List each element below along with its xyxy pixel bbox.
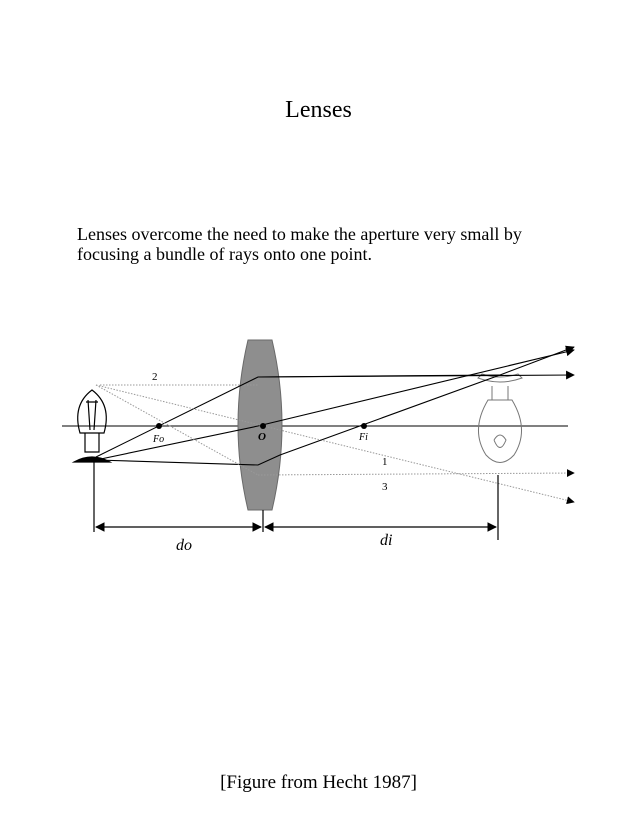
- image-distance-label: di: [380, 532, 393, 549]
- distance-markers: [94, 460, 498, 540]
- focal-point-image: [361, 423, 367, 429]
- ray-2-label: 2: [152, 371, 158, 383]
- lens-ray-diagram: [0, 330, 637, 570]
- focal-image-label: Fi: [359, 432, 368, 443]
- object-distance-label: do: [176, 537, 192, 554]
- ray-3-label: 3: [382, 481, 388, 493]
- figure-caption: [Figure from Hecht 1987]: [220, 772, 417, 793]
- page-title: Lenses: [285, 97, 352, 123]
- optical-center-label: O: [258, 431, 266, 443]
- ray-3: [96, 347, 574, 475]
- focal-object-label: Fo: [153, 434, 165, 445]
- ray-1-label: 1: [382, 456, 388, 468]
- optical-center-point: [260, 423, 266, 429]
- image-bulb-icon: [478, 374, 522, 463]
- intro-paragraph: Lenses overcome the need to make the aperture very small by focusing a bundle of rays onto one point.: [77, 224, 522, 264]
- focal-point-object: [156, 423, 162, 429]
